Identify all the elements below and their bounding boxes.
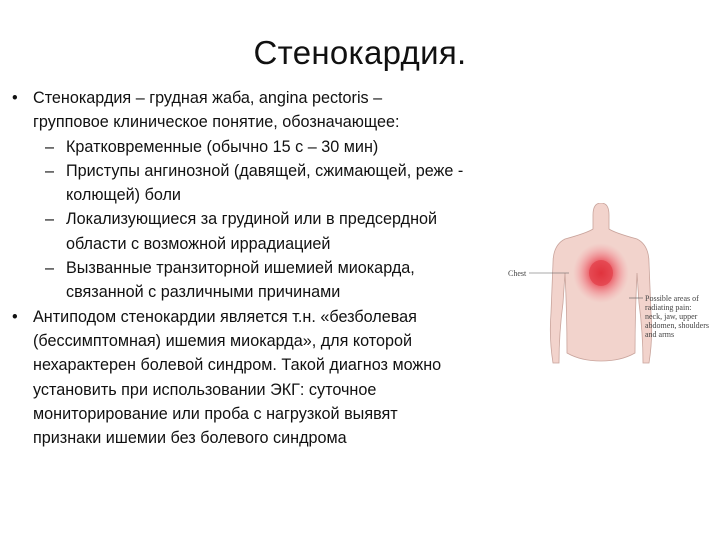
text-line: – Вызванные транзиторной ишемией миокарда,	[66, 259, 415, 278]
text-line: (бессимптомная) ишемия миокарда», для которой	[33, 331, 413, 350]
sub-item-duration	[12, 135, 512, 159]
sub-item-cause	[12, 256, 512, 305]
text-line: нехарактерен болевой синдром. Такой диагноз можно	[33, 356, 442, 375]
sub-item-pain-type	[12, 159, 512, 208]
pain-label-line: and arms	[645, 330, 675, 339]
chest-pain-figure	[503, 203, 713, 378]
text-line: установить при использовании ЭКГ: суточное	[33, 380, 377, 399]
text-line: – Приступы ангинозной (давящей, сжимающей, реже -	[66, 161, 464, 180]
body-illustration	[503, 203, 713, 378]
slide-body	[12, 86, 512, 450]
text-line: мониторирование или проба с нагрузкой выявят	[33, 404, 398, 423]
text-line: групповое клиническое понятие, обозначающее:	[33, 113, 400, 132]
sub-item-location	[12, 207, 512, 256]
pain-label-line: Possible areas of	[645, 294, 699, 303]
pain-label-line: radiating pain:	[645, 303, 692, 312]
bullet-silent-ischemia	[12, 305, 512, 451]
text-line: связанной с различными причинами	[66, 283, 341, 302]
chest-label: Chest	[508, 269, 527, 278]
text-line: • Антиподом стенокардии является т.н. «безболевая	[33, 307, 417, 326]
text-line: • Стенокардия – грудная жаба, angina pectoris –	[33, 89, 383, 107]
text-line: – Локализующиеся за грудиной или в предсердной	[66, 210, 438, 229]
bullet-definition	[12, 86, 512, 135]
text-line: – Кратковременные (обычно 15 с – 30 мин)	[66, 137, 379, 156]
page-title: Стенокардия.	[253, 34, 467, 71]
text-line: области с возможной иррадиацией	[66, 234, 331, 253]
pain-label-line: neck, jaw, upper	[645, 312, 698, 321]
pain-core	[589, 260, 613, 286]
text-line: колющей) боли	[66, 186, 181, 205]
text-line: признаки ишемии без болевого синдрома	[33, 429, 347, 448]
pain-label-line: abdomen, shoulders	[645, 321, 709, 330]
